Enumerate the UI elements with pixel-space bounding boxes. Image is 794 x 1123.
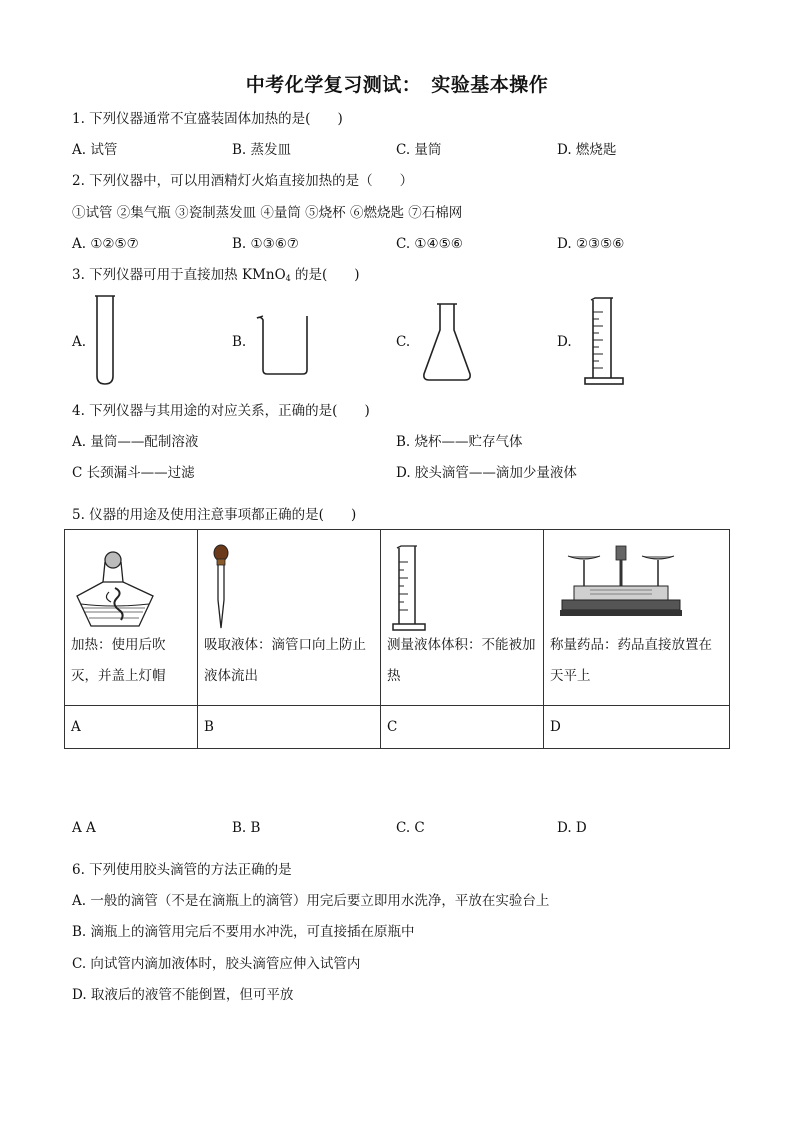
q6-option-a: A. 一般的滴管（不是在滴瓶上的滴管）用完后要立即用水洗净，平放在实验台上 [72, 893, 550, 909]
q4-option-b: B. 烧杯——贮存气体 [396, 434, 523, 450]
q2-option-d: D. ②③⑤⑥ [557, 236, 625, 252]
q4-option-d: D. 胶头滴管——滴加少量液体 [396, 465, 577, 481]
q5-cell-a-text: 加热：使用后吹灭，并盖上灯帽 [71, 637, 166, 684]
question-1-stem: 1. 下列仪器通常不宜盛装固体加热的是( ) [72, 111, 343, 127]
q5-letter-c: C [381, 706, 544, 749]
question-4-stem: 4. 下列仪器与其用途的对应关系，正确的是( ) [72, 403, 370, 419]
q3-label-c: C. [396, 334, 411, 350]
question-5-table [64, 529, 730, 749]
q5-letter-a: A [65, 706, 198, 749]
test-tube-icon [93, 294, 117, 386]
q5-option-d: D. D [557, 820, 587, 836]
q6-option-c: C. 向试管内滴加液体时，胶头滴管应伸入试管内 [72, 956, 361, 972]
q4-option-c: C 长颈漏斗——过滤 [72, 465, 195, 481]
q5-cell-d-text: 称量药品：药品直接放置在天平上 [550, 637, 712, 684]
question-2-list: ①试管 ②集气瓶 ③瓷制蒸发皿 ④量筒 ⑤烧杯 ⑥燃烧匙 ⑦石棉网 [72, 205, 463, 221]
graduated-cylinder-icon [583, 296, 625, 388]
q5-option-b: B. B [232, 820, 261, 836]
q1-option-d: D. 燃烧匙 [557, 142, 617, 158]
conical-flask-icon [421, 302, 473, 382]
question-6-stem: 6. 下列使用胶头滴管的方法正确的是 [72, 862, 292, 878]
page-title: 中考化学复习测试： 实验基本操作 [245, 74, 549, 96]
q5-cell-d [544, 530, 730, 706]
q2-option-b: B. ①③⑥⑦ [232, 236, 299, 252]
q3-label-b: B. [232, 334, 247, 350]
q5-cell-a [65, 530, 198, 706]
beaker-icon [255, 312, 311, 376]
q5-cell-c-text: 测量液体体积：不能被加热 [387, 637, 536, 684]
question-2-stem: 2. 下列仪器中，可以用酒精灯火焰直接加热的是（ ） [72, 173, 414, 189]
q3-stem-post: 的是( ) [290, 267, 360, 283]
graduated-cylinder-icon [391, 544, 427, 634]
q5-option-c: C. C [396, 820, 425, 836]
question-3-stem [72, 266, 360, 288]
question-5-stem: 5. 仪器的用途及使用注意事项都正确的是( ) [72, 507, 357, 523]
q1-option-b: B. 蒸发皿 [232, 142, 292, 158]
q5-cell-b-text: 吸取液体：滴管口向上防止液体流出 [204, 637, 366, 684]
q3-label-d: D. [557, 334, 572, 350]
q6-option-b: B. 滴瓶上的滴管用完后不要用水冲洗，可直接插在原瓶中 [72, 924, 415, 940]
q5-letter-d: D [544, 706, 730, 749]
q1-option-a: A. 试管 [72, 142, 118, 158]
q1-option-c: C. 量筒 [396, 142, 442, 158]
q5-cell-b [198, 530, 381, 706]
q4-option-a: A. 量筒——配制溶液 [72, 434, 199, 450]
q2-option-c: C. ①④⑤⑥ [396, 236, 463, 252]
q3-stem-pre: 3. 下列仪器可用于直接加热 KMnO [72, 267, 286, 283]
q6-option-d: D. 取液后的液管不能倒置，但可平放 [72, 987, 294, 1003]
q5-option-a: A A [72, 820, 96, 836]
q3-stem-subscript: 4 [285, 274, 291, 283]
balance-scale-icon [560, 544, 682, 624]
alcohol-lamp-icon [73, 548, 155, 628]
dropper-icon [210, 544, 232, 630]
q5-letter-b: B [198, 706, 381, 749]
q2-option-a: A. ①②⑤⑦ [72, 236, 139, 252]
q5-cell-c [381, 530, 544, 706]
q3-label-a: A. [72, 334, 87, 350]
